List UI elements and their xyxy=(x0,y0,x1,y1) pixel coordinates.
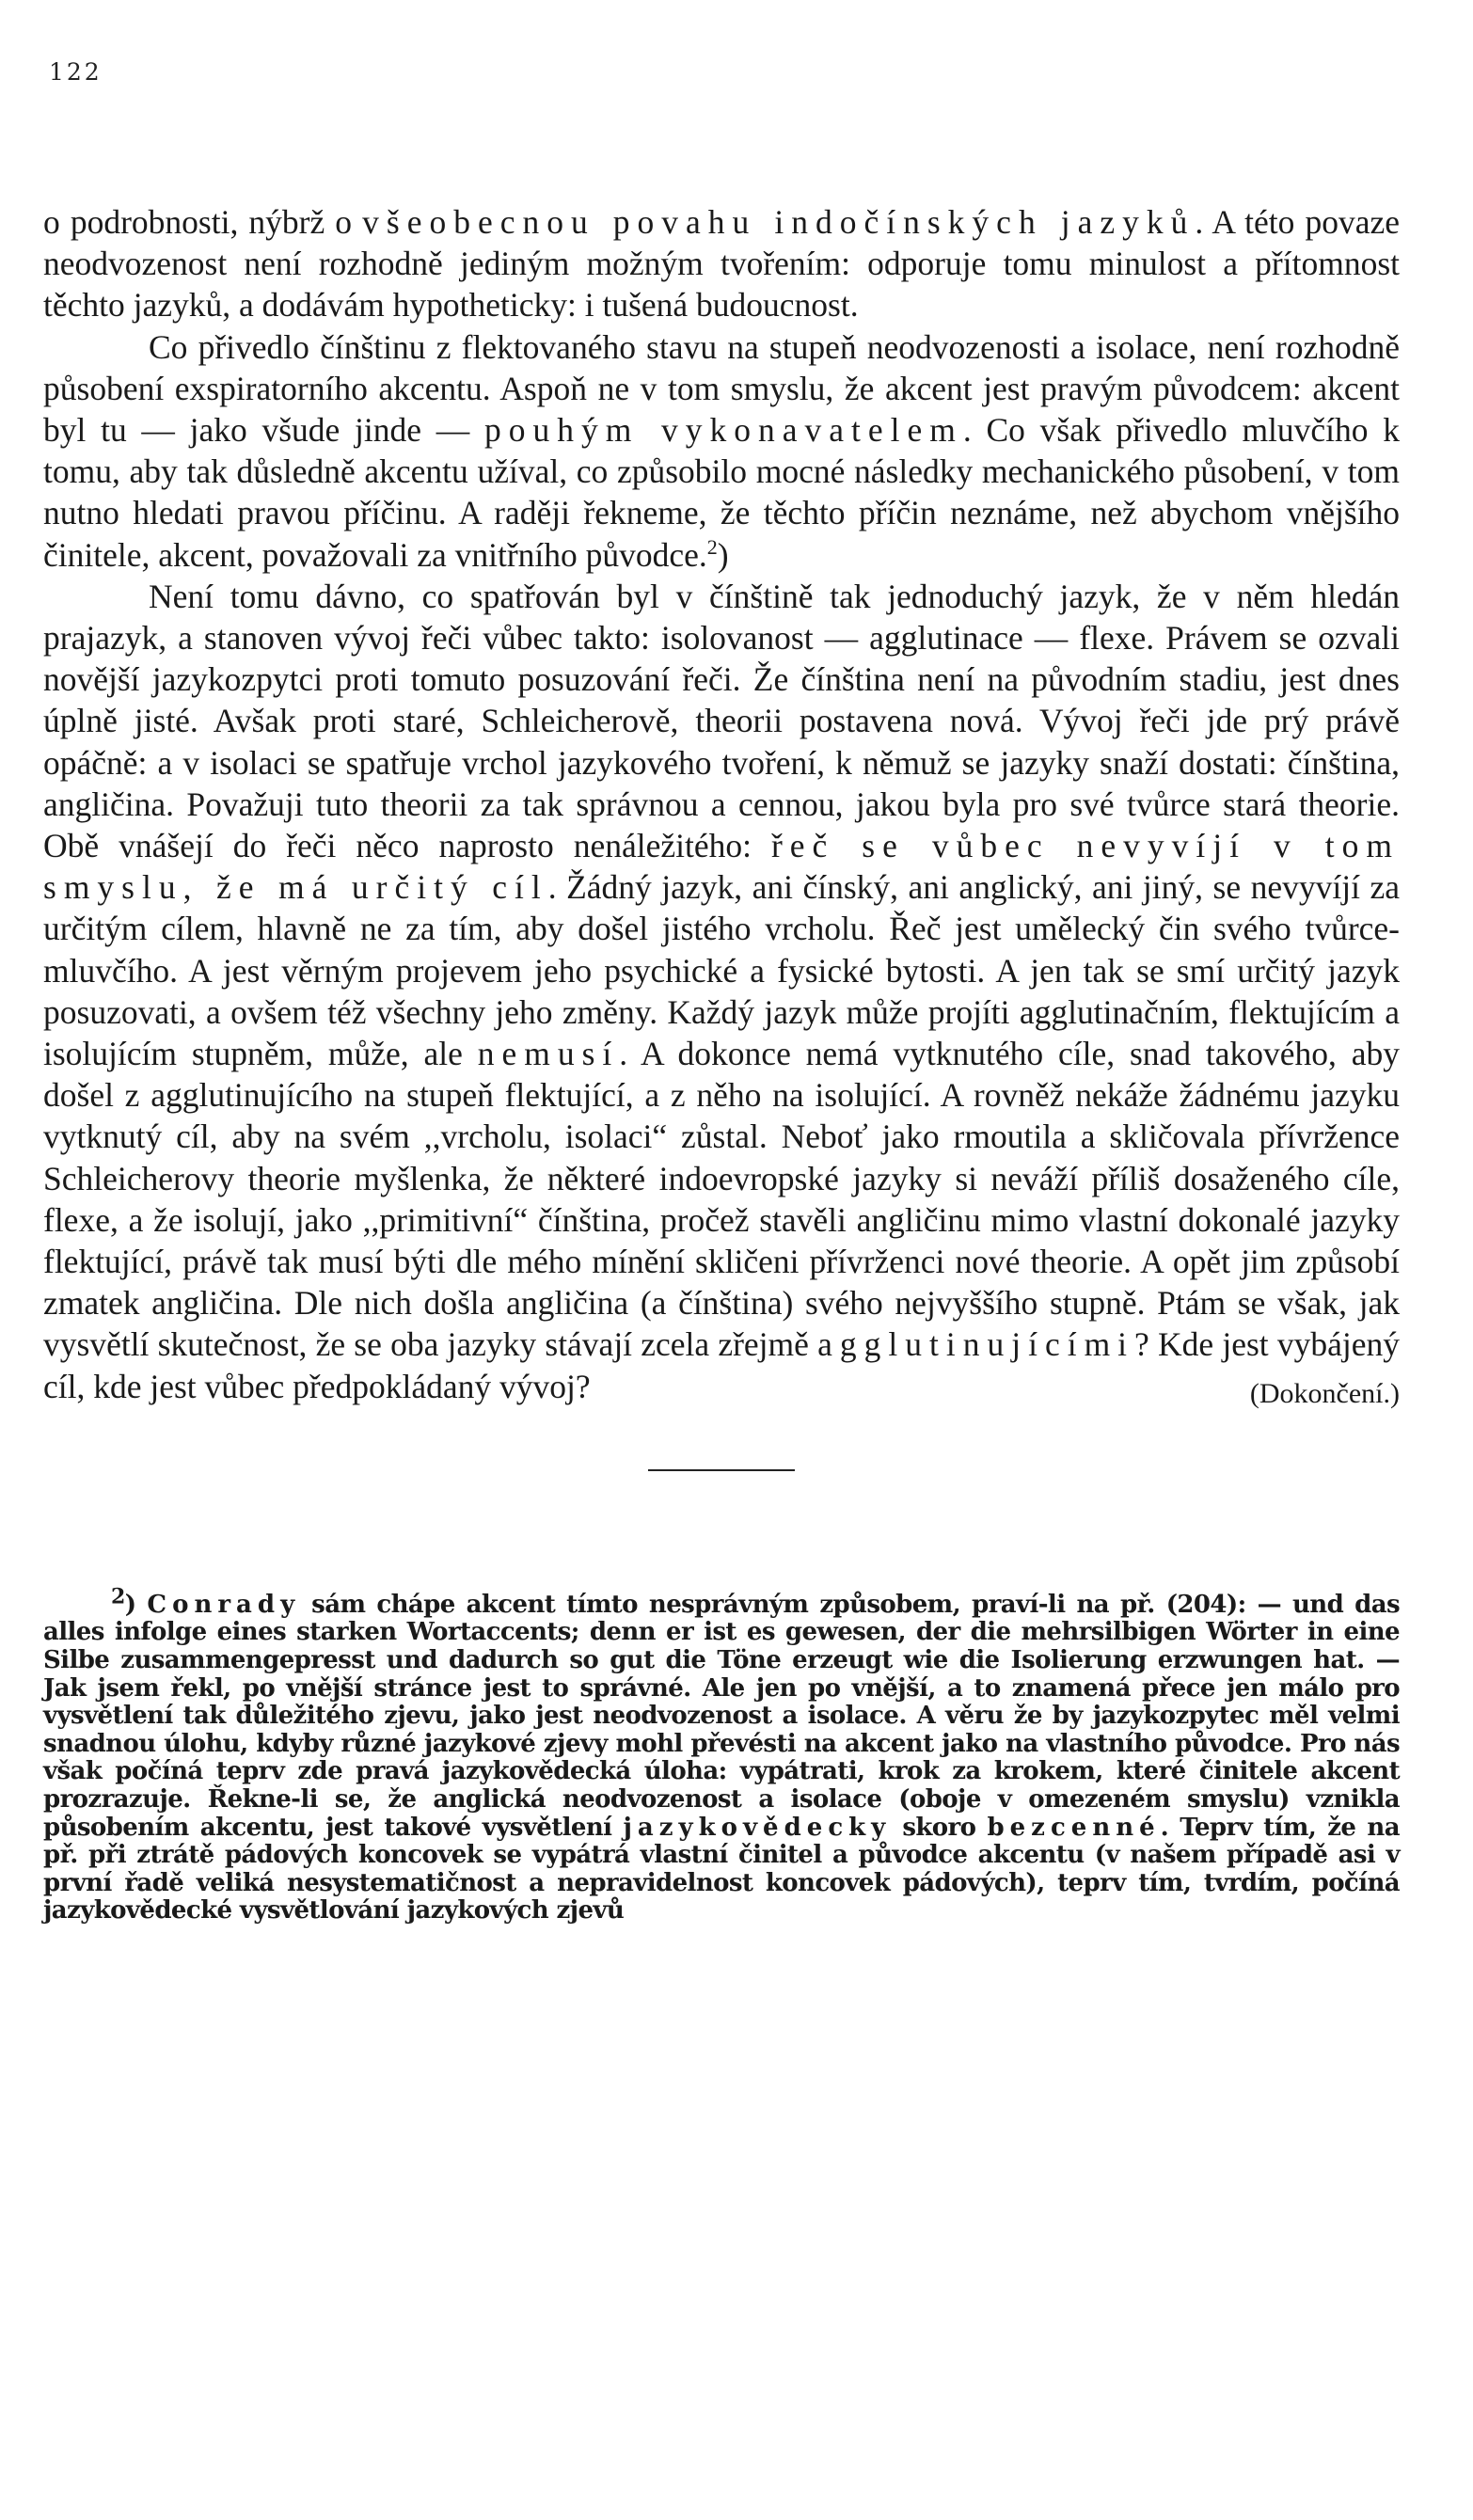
paragraph-2 xyxy=(43,326,1400,576)
footnotes xyxy=(43,1584,1400,1926)
footnote-marker: 2 xyxy=(111,1584,125,1609)
paragraph-1 xyxy=(43,201,1400,326)
p1-text-2: . A této povaze neodvozenost není rozhodně jediným možným tvořením: odporuje tomu minulost a přítomnost těchto jazyků, a dodávám hypotheticky: i tušená budoucnost. xyxy=(43,203,1400,325)
p2-text-1: Co přivedlo čínštinu z flektovaného stavu na stupeň neodvozenosti a isolace, není rozhodně působení exspiratorního akcentu. Aspoň ne v tom smyslu, že akcent jest pravým původcem: akcent byl tu — jako všude jinde — xyxy=(43,327,1400,450)
p3-text-2: . Žádný jazyk, ani čínský, ani anglický, ani jiný, se nevyvíjí za určitým cílem, hlavně ne za tím, aby došel jistého vrcholu. Řeč jest umělecký čin svého tvůrce-mluvčího. A jest věrným projevem jeho psychické a fysické bytosti. A jen tak se smí určitý jazyk posuzovati, a ovšem též všechny jeho změny. Každý jazyk může projíti agglutinačním, flektujícím a isolujícím stupněm, může, ale xyxy=(43,868,1401,1073)
fn-text-1: sám chápe akcent tímto nesprávným způsobem, praví-li na př. (204): — und das alles infolge eines starken Wortaccents; denn er ist es gewesen, der die mehrsilbigen Wörter in eine Silbe zusammengepresst und dadurch so gut die Töne erzeugt wie die Isolierung erzwungen hat. — Jak jsem řekl, po vnější stránce jest to správné. Ale jen po vnější, a to znamená přece jen málo pro vysvětlení tak důležitého zjevu, jako jest neodvozenost a isolace. A věru že by jazykozpytec měl velmi snadnou úlohu, kdyby různé jazykové zjevy mohl převésti na akcent jako na vlastního původce. Pro nás však počíná teprv zde pravá jazykovědecká úloha: vypátrati, krok za krokem, které činitele akcent prozrazuje. Řekne-li se, že anglická neodvozenost a isolace (oboje v omezeném smyslu) vznikla působením akcentu, jest takové vysvětlení xyxy=(43,1590,1400,1842)
page-number: 122 xyxy=(49,58,103,86)
separator-rule xyxy=(648,1469,795,1471)
p3-emphasis-1: řeč se vůbec nevyvíjí v tom smyslu, že má určitý cíl xyxy=(43,827,1400,907)
footnote-ref: 2 xyxy=(706,534,718,559)
p3-text-4: ? Kde jest vybájený cíl, kde jest vůbec předpokládaný vývoj? xyxy=(43,1325,1400,1405)
fn-emphasis-3: bezcenné xyxy=(987,1813,1161,1842)
p2-text-2: . Co však přivedlo mluvčího k tomu, aby tak důsledně akcentu užíval, co způsobilo mocné následky mechanického působení, v tom nutno hledati pravou příčinu. A raději řekneme, že těchto příčin neznáme, než abychom vnějšího činitele, akcent, považovali za vnitřního původce. xyxy=(43,411,1401,574)
p2-text-3: ) xyxy=(717,535,729,574)
p1-text-1: o podrobnosti, nýbrž o xyxy=(43,203,363,241)
fn-text-3: . Teprv tím, že na př. při ztrátě pádových koncovek se vypátrá vlastní činitel a původce akcentu (v našem případě asi v první řadě veliká nesystematičnost a nepravidelnost koncovek pádových), teprv tím, tvrdím, počíná jazykovědecké vysvětlování jazykových zjevů xyxy=(43,1813,1400,1926)
fn-emphasis-1: Conrady xyxy=(147,1590,301,1619)
p3-emphasis-2: nemusí xyxy=(477,1035,620,1073)
fn-text-0: ) xyxy=(124,1590,148,1619)
p3-text-3: . A dokonce nemá vytknutého cíle, snad takového, aby došel z agglutinujícího na stupeň flektující, a z něho na isolující. A rovněž nekáže žádnému jazyku vytknutý cíl, aby na svém ,,vrcholu, isolaci“ zůstal. Neboť jako rmoutila a skličovala přívržence Schleicherovy theorie myšlenka, že některé indoevropské jazyky si neváží příliš dosaženého cíle, flexe, a že isolují, jako ,,primitivní“ čínština, pročež stavěli angličinu mimo vlastní dokonalé jazyky flektující, právě tak musí býti dle mého mínění skličeni přívrženci nové theorie. A opět jim způsobí zmatek angličina. Dle nich došla angličina (a čínština) svého nejvyššího stupně. Ptám se však, jak vysvětlí skutečnost, že se oba jazyky stávají zcela zřejmě xyxy=(43,1035,1400,1364)
fn-emphasis-2: jazykovědecky xyxy=(623,1813,892,1842)
p3-text-1: Není tomu dávno, co spatřován byl v čínštině tak jednoduchý jazyk, že v něm hledán prajazyk, a stanoven vývoj řeči vůbec takto: isolovanost — agglutinace — flexe. Právem se ozvali novější jazykozpytci proti tomuto posuzování řeči. Že čínština není na původním stadiu, jest dnes úplně jisté. Avšak proti staré, Schleicherově, theorii postavena nová. Vývoj řeči jde prý právě opáčně: a v isolaci se spatřuje vrchol jazykového tvoření, k němuž se jazyky snaží dostati: čínština, angličina. Považuji tuto theorii za tak správnou a cennou, jakou byla pro své tvůrce stará theorie. Obě vnášejí do řeči něco naprosto nenáležitého: xyxy=(43,577,1400,865)
main-text xyxy=(43,201,1400,1407)
p1-emphasis-1: všeobecnou povahu indočínských jazyků xyxy=(362,203,1196,241)
fn-text-2: skoro xyxy=(891,1813,988,1842)
paragraph-3 xyxy=(43,576,1400,1407)
p2-emphasis-1: pouhým vykonavatelem xyxy=(483,411,963,450)
footnote-2 xyxy=(43,1584,1400,1926)
p3-emphasis-3: agglutinujícími xyxy=(817,1325,1135,1364)
to-be-concluded-note: (Dokončení.) xyxy=(1249,1377,1400,1409)
